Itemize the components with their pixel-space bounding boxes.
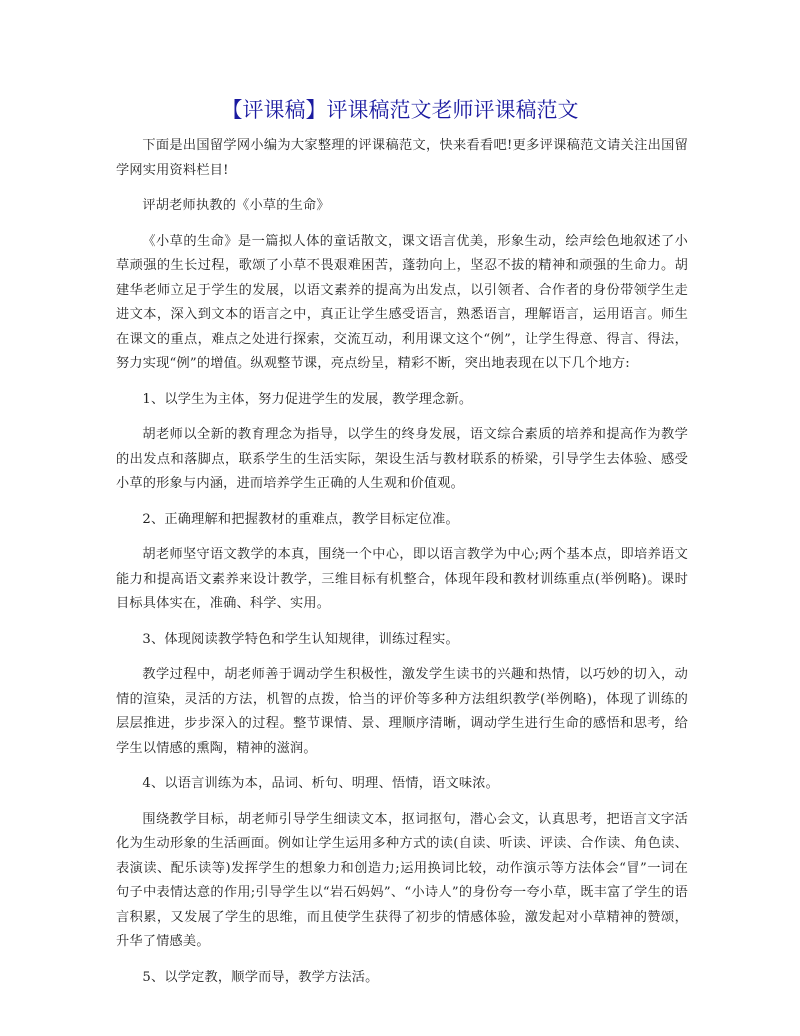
intro-paragraph: 下面是出国留学网小编为大家整理的评课稿范文，快来看看吧!更多评课稿范文请关注出国留学网实用资料栏目! (116, 138, 688, 178)
document-title: 【评课稿】评课稿范文老师评课稿范文 (221, 98, 579, 122)
document-body (116, 134, 688, 1001)
review-heading: 评胡老师执教的《小草的生命》 (142, 198, 330, 213)
point-1-heading: 1、以学生为主体，努力促进学生的发展，教学理念新。 (142, 391, 473, 407)
point-2-paragraph: 胡老师坚守语文教学的本真，围绕一个中心，即以语言教学为中心;两个基本点，即培养语文能力和提高语文素养来设计教学，三维目标有机整合，体现年段和教材训练重点(举例略)。课时目标具体实在，准确、科学、实用。 (116, 547, 688, 611)
point-5-heading: 5、以学定教，顺学而导，教学方法活。 (142, 969, 379, 985)
point-3-heading: 3、体现阅读教学特色和学生认知规律，训练过程实。 (142, 631, 459, 647)
overview-paragraph: 《小草的生命》是一篇拟人体的童话散文，课文语言优美，形象生动，绘声绘色地叙述了小草顽强的生长过程，歌颂了小草不畏艰难困苦，蓬勃向上，坚忍不拔的精神和顽强的生命力。胡建华老师立足于学生的发展，以语文素养的提高为出发点，以引领者、合作者的身份带领学生走进文本，深入到文本的语言之中，真正让学生感受语言，熟悉语言，理解语言，运用语言。师生在课文的重点，难点之处进行探索，交流互动，利用课文这个“例”，让学生得意、得言、得法，努力实现“例”的增值。纵观整节课，亮点纷呈，精彩不断，突出地表现在以下几个地方: (116, 233, 688, 371)
point-2-heading: 2、正确理解和把握教材的重难点，教学目标定位准。 (142, 511, 459, 527)
point-3-paragraph: 教学过程中，胡老师善于调动学生积极性，激发学生读书的兴趣和热情，以巧妙的切入，动情的渲染，灵活的方法，机智的点拨，恰当的评价等多种方法组织教学(举例略)，体现了训练的层层推进，步步深入的过程。整节课情、景、理顺序清晰，调动学生进行生命的感悟和思考，给学生以情感的熏陶，精神的滋润。 (116, 667, 688, 756)
point-4-paragraph: 围绕教学目标，胡老师引导学生细读文本，抠词抠句，潜心会文，认真思考，把语言文字活化为生动形象的生活画面。例如让学生运用多种方式的读(自读、听读、评读、合作读、角色读、表演读、配乐读等)发挥学生的想象力和创造力;运用换词比较，动作演示等方法体会“冒”一词在句子中表情达意的作用;引导学生以“岩石妈妈”、“小诗人”的身份夸一夸小草，既丰富了学生的语言积累，又发展了学生的思维，而且使学生获得了初步的情感体验，激发起对小草精神的赞颂，升华了情感美。 (116, 811, 688, 949)
point-1-paragraph: 胡老师以全新的教育理念为指导，以学生的终身发展，语文综合素质的培养和提高作为教学的出发点和落脚点，联系学生的生活实际，架设生活与教材联系的桥梁，引导学生去体验、感受小草的形象与内涵，进而培养学生正确的人生观和价值观。 (116, 427, 688, 491)
point-4-heading: 4、以语言训练为本，品词、析句、明理、悟情，语文味浓。 (142, 776, 500, 791)
